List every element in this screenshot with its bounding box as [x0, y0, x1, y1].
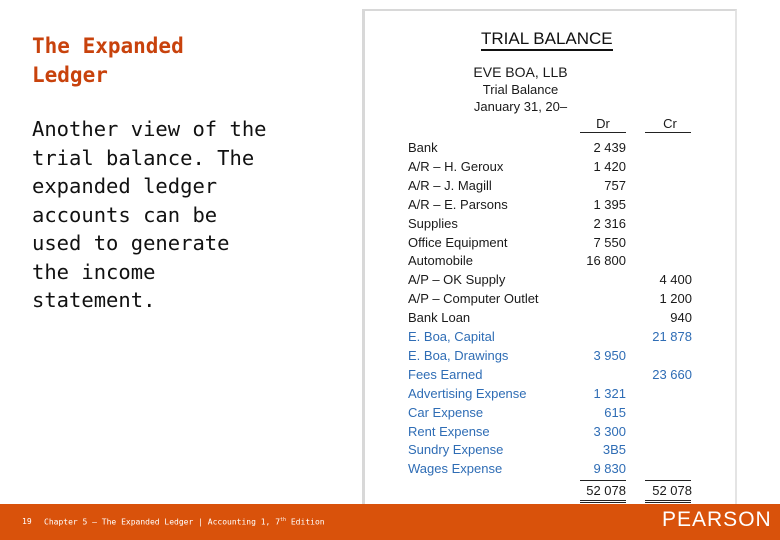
slide-title [32, 32, 332, 90]
account-name: Supplies [408, 215, 458, 231]
totals-row [408, 481, 698, 500]
debit-amount: 1 420 [593, 158, 626, 174]
pearson-logo: PEARSON [662, 508, 772, 531]
page-number: 19 [22, 517, 32, 526]
company-name: EVE BOA, LLB [473, 64, 568, 80]
debit-amount: 1 321 [593, 385, 626, 401]
account-name: Bank [408, 140, 438, 155]
debit-amount: 615 [604, 404, 626, 420]
debit-header-rule [580, 132, 626, 133]
slide-body-line: used to generate [32, 231, 230, 255]
trial-balance-row [408, 233, 698, 252]
account-name: Sundry Expense [408, 442, 504, 458]
debit-double-rule-2 [580, 502, 626, 503]
debit-total: 52 078 [586, 483, 626, 498]
debit-amount: 3 950 [593, 347, 626, 363]
slide-body-line: trial balance. The [32, 145, 255, 170]
footer-caption-text: Chapter 5 – The Expanded Ledger | Accounting 1, 7 [44, 517, 281, 527]
slide-body-text [32, 115, 332, 315]
trial-balance-row [408, 270, 698, 289]
debit-amount: 2 316 [593, 215, 626, 231]
debit-amount: 3B5 [602, 442, 626, 458]
debit-amount: 16 800 [586, 253, 626, 269]
credit-double-rule-1 [645, 500, 691, 501]
trial-balance-row [408, 176, 698, 195]
footer-caption-end: Edition [286, 517, 325, 527]
credit-amount: 23 660 [652, 366, 692, 382]
debit-amount: 2 439 [593, 140, 626, 155]
debit-column-header: Dr [596, 116, 610, 131]
account-name: A/R – J. Magill [408, 177, 492, 193]
debit-amount: 7 550 [593, 234, 626, 250]
account-name: A/R – E. Parsons [408, 196, 508, 212]
account-name: A/R – H. Geroux [408, 158, 504, 174]
account-name: Wages Expense [408, 461, 503, 477]
trial-balance-row [408, 157, 698, 176]
slide-title-line-1: The Expanded [32, 34, 184, 58]
credit-header-rule [645, 132, 691, 133]
debit-amount: 9 830 [593, 461, 626, 477]
credit-double-rule-2 [645, 502, 691, 503]
account-name: Fees Earned [408, 366, 483, 382]
credit-amount: 940 [670, 310, 692, 326]
trial-balance-row [408, 365, 698, 384]
trial-balance-row [408, 289, 698, 308]
account-name: Car Expense [408, 404, 484, 420]
trial-balance-row [408, 214, 698, 233]
slide-body-line: Another view of the [32, 117, 267, 141]
trial-balance-heading: TRIAL BALANCE [481, 29, 613, 51]
trial-balance-image [362, 9, 737, 521]
credit-amount: 21 878 [652, 329, 692, 344]
debit-double-rule-1 [580, 500, 626, 501]
account-name: E. Boa, Capital [408, 329, 495, 344]
trial-balance-row [408, 422, 698, 441]
slide-body-line: statement. [32, 288, 156, 312]
account-name: Automobile [408, 253, 474, 269]
statement-date: January 31, 20– [473, 99, 568, 114]
credit-amount: 4 400 [659, 272, 692, 288]
account-name: Advertising Expense [408, 385, 527, 401]
trial-balance-row [408, 327, 698, 346]
trial-balance-row [408, 195, 698, 214]
footer-caption [44, 517, 325, 527]
statement-subtitle: Trial Balance [482, 82, 559, 97]
trial-balance-row [408, 346, 698, 365]
footer-caption-superscript: th [280, 517, 287, 523]
debit-amount: 1 395 [593, 196, 626, 212]
debit-amount: 757 [604, 177, 626, 193]
trial-balance-row [408, 308, 698, 327]
slide-body-line: accounts can be [32, 202, 218, 227]
account-name: Rent Expense [408, 423, 490, 439]
account-name: E. Boa, Drawings [408, 347, 509, 363]
account-name: A/P – OK Supply [408, 272, 506, 288]
account-name: Bank Loan [408, 310, 471, 326]
credit-amount: 1 200 [659, 291, 692, 307]
credit-total: 52 078 [652, 483, 692, 498]
slide-body-line: expanded ledger [32, 174, 218, 198]
trial-balance-row [408, 138, 698, 157]
trial-balance-row [408, 251, 698, 270]
trial-balance-row [408, 384, 698, 403]
slide-body-line: the income [32, 259, 156, 284]
debit-amount: 3 300 [593, 423, 626, 439]
slide-title-line-2: Ledger [32, 63, 108, 87]
credit-column-header: Cr [663, 116, 677, 131]
trial-balance-row [408, 403, 698, 422]
trial-balance-row [408, 459, 698, 478]
trial-balance-row [408, 440, 698, 459]
account-name: Office Equipment [408, 234, 508, 250]
account-name: A/P – Computer Outlet [408, 291, 539, 307]
